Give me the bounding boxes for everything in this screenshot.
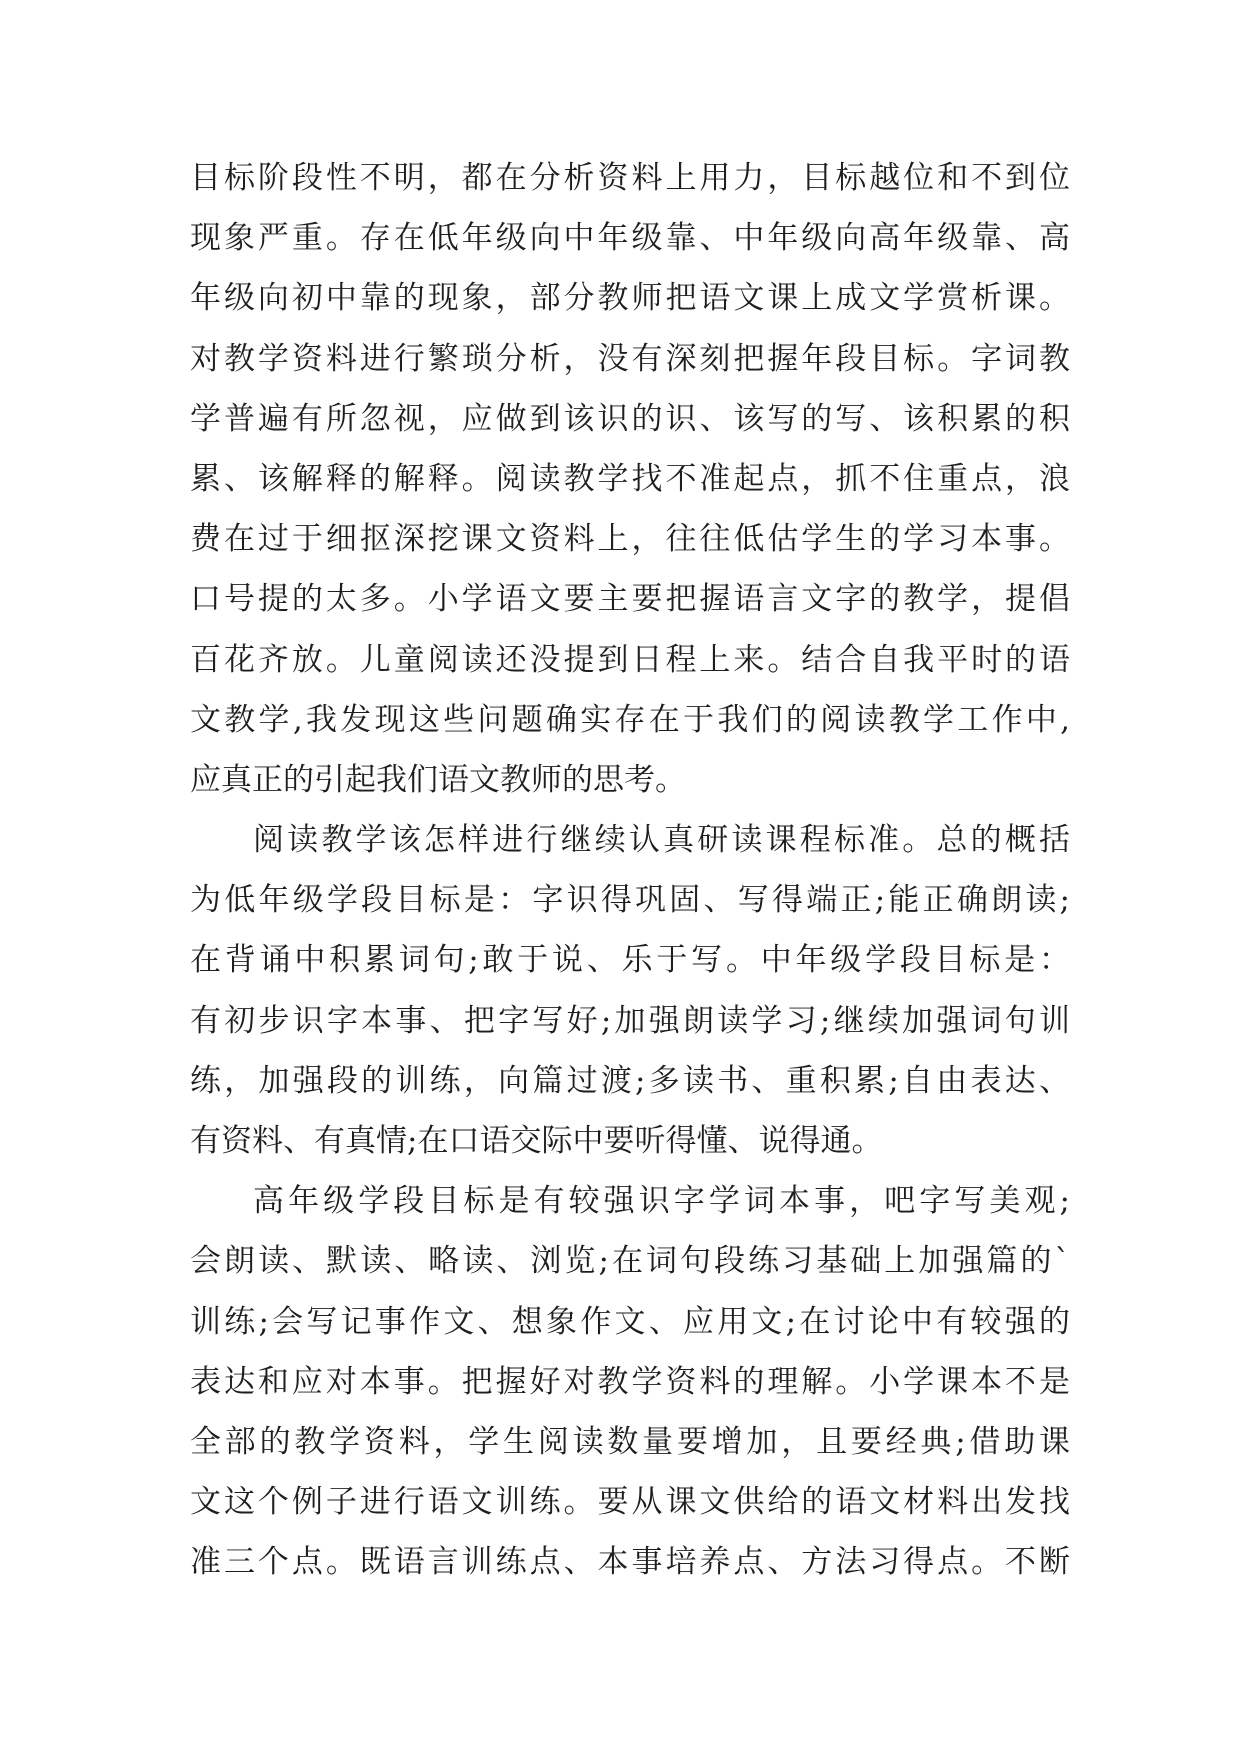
text-line-14: 在背诵中积累词句;敢于说、乐于写。中年级学段目标是： bbox=[190, 942, 1070, 979]
text-line-22: 全部的教学资料，学生阅读数量要增加，且要经典;借助课 bbox=[190, 1423, 1070, 1460]
text-line-7: 费在过于细抠深挖课文资料上，往往低估学生的学习本事。 bbox=[190, 521, 1070, 558]
text-line-2: 现象严重。存在低年级向中年级靠、中年级向高年级靠、高 bbox=[190, 220, 1070, 257]
text-line-3: 年级向初中靠的现象，部分教师把语文课上成文学赏析课。 bbox=[190, 280, 1070, 317]
text-line-20: 训练;会写记事作文、想象作文、应用文;在讨论中有较强的 bbox=[190, 1303, 1070, 1340]
text-line-15: 有初步识字本事、把字写好;加强朗读学习;继续加强词句训 bbox=[190, 1002, 1070, 1039]
text-line-23: 文这个例子进行语文训练。要从课文供给的语文材料出发找 bbox=[190, 1484, 1070, 1521]
text-line-19: 会朗读、默读、略读、浏览;在词句段练习基础上加强篇的` bbox=[190, 1243, 1070, 1280]
text-line-11: 应真正的引起我们语文教师的思考。 bbox=[190, 761, 686, 798]
text-line-1: 目标阶段性不明，都在分析资料上用力，目标越位和不到位 bbox=[190, 160, 1070, 196]
text-line-21: 表达和应对本事。把握好对教学资料的理解。小学课本不是 bbox=[190, 1363, 1070, 1400]
text-line-10: 文教学,我发现这些问题确实存在于我们的阅读教学工作中, bbox=[190, 701, 1070, 738]
text-line-12: 阅读教学该怎样进行继续认真研读课程标准。总的概括 bbox=[253, 822, 1070, 859]
text-line-24: 准三个点。既语言训练点、本事培养点、方法习得点。不断 bbox=[190, 1544, 1070, 1581]
body-text bbox=[190, 148, 1070, 1593]
text-line-6: 累、该解释的解释。阅读教学找不准起点，抓不住重点，浪 bbox=[190, 460, 1070, 497]
text-line-9: 百花齐放。儿童阅读还没提到日程上来。结合自我平时的语 bbox=[190, 641, 1070, 678]
text-line-13: 为低年级学段目标是：字识得巩固、写得端正;能正确朗读; bbox=[190, 882, 1070, 919]
text-line-5: 学普遍有所忽视，应做到该识的识、该写的写、该积累的积 bbox=[190, 400, 1070, 437]
text-line-18: 高年级学段目标是有较强识字学词本事，吧字写美观; bbox=[253, 1183, 1070, 1220]
text-line-4: 对教学资料进行繁琐分析，没有深刻把握年段目标。字词教 bbox=[190, 340, 1070, 377]
text-line-8: 口号提的太多。小学语文要主要把握语言文字的教学，提倡 bbox=[190, 581, 1070, 618]
text-line-16: 练，加强段的训练，向篇过渡;多读书、重积累;自由表达、 bbox=[190, 1062, 1070, 1099]
text-line-17: 有资料、有真情;在口语交际中要听得懂、说得通。 bbox=[190, 1123, 883, 1159]
